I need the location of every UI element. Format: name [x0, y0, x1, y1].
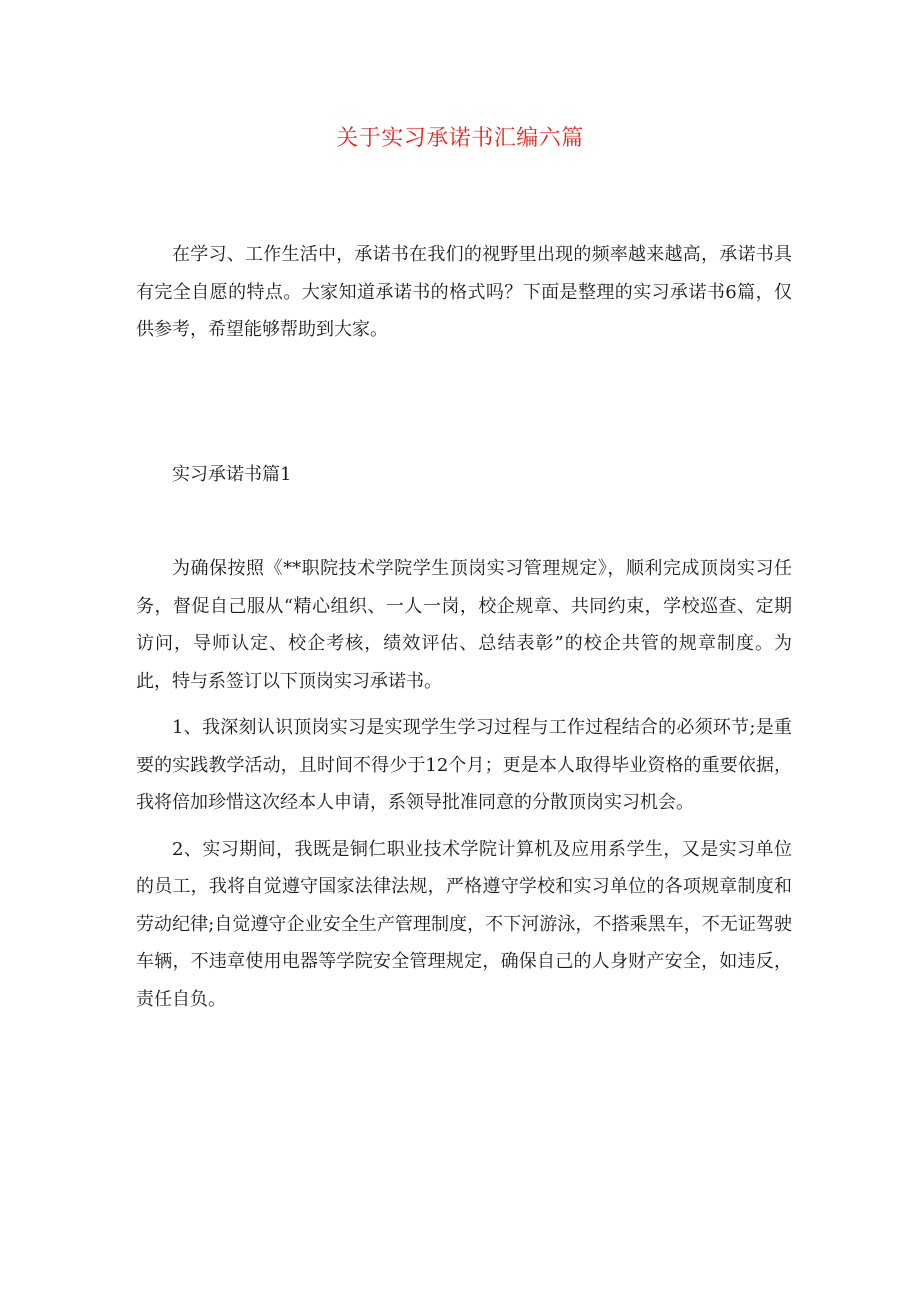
- intro-paragraph: 在学习、工作生活中，承诺书在我们的视野里出现的频率越来越高，承诺书具有完全自愿的特点。大家知道承诺书的格式吗？下面是整理的实习承诺书6篇，仅供参考，希望能够帮助到大家。: [136, 244, 792, 340]
- intro-block: [136, 236, 792, 349]
- body-paragraph: 1、我深刻认识顶岗实习是实现学生学习过程与工作过程结合的必须环节;是重要的实践教学活动，且时间不得少于12个月；更是本人取得毕业资格的重要依据，我将倍加珍惜这次经本人申请，系领导批准同意的分散顶岗实习机会。: [136, 717, 792, 813]
- section-heading: 实习承诺书篇1: [172, 464, 292, 485]
- body-paragraph: 为确保按照《**职院技术学院学生顶岗实习管理规定》，顺利完成顶岗实习任务，督促自己服从“精心组织、一人一岗，校企规章、共同约束，学校巡查、定期访问，导师认定、校企考核，绩效评估、总结表彰”的校企共管的规章制度。为此，特与系签订以下顶岗实习承诺书。: [136, 558, 792, 692]
- section-1-body: [136, 550, 792, 1018]
- document-title: 关于实习承诺书汇编六篇: [336, 126, 584, 151]
- body-paragraph: 2、实习期间，我既是铜仁职业技术学院计算机及应用系学生，又是实习单位的员工，我将自觉遵守国家法律法规，严格遵守学校和实习单位的各项规章制度和劳动纪律;自觉遵守企业安全生产管理制度，不下河游泳，不搭乘黑车，不无证驾驶车辆，不违章使用电器等学院安全管理规定，确保自己的人身财产安全，如违反，责任自负。: [136, 838, 792, 1010]
